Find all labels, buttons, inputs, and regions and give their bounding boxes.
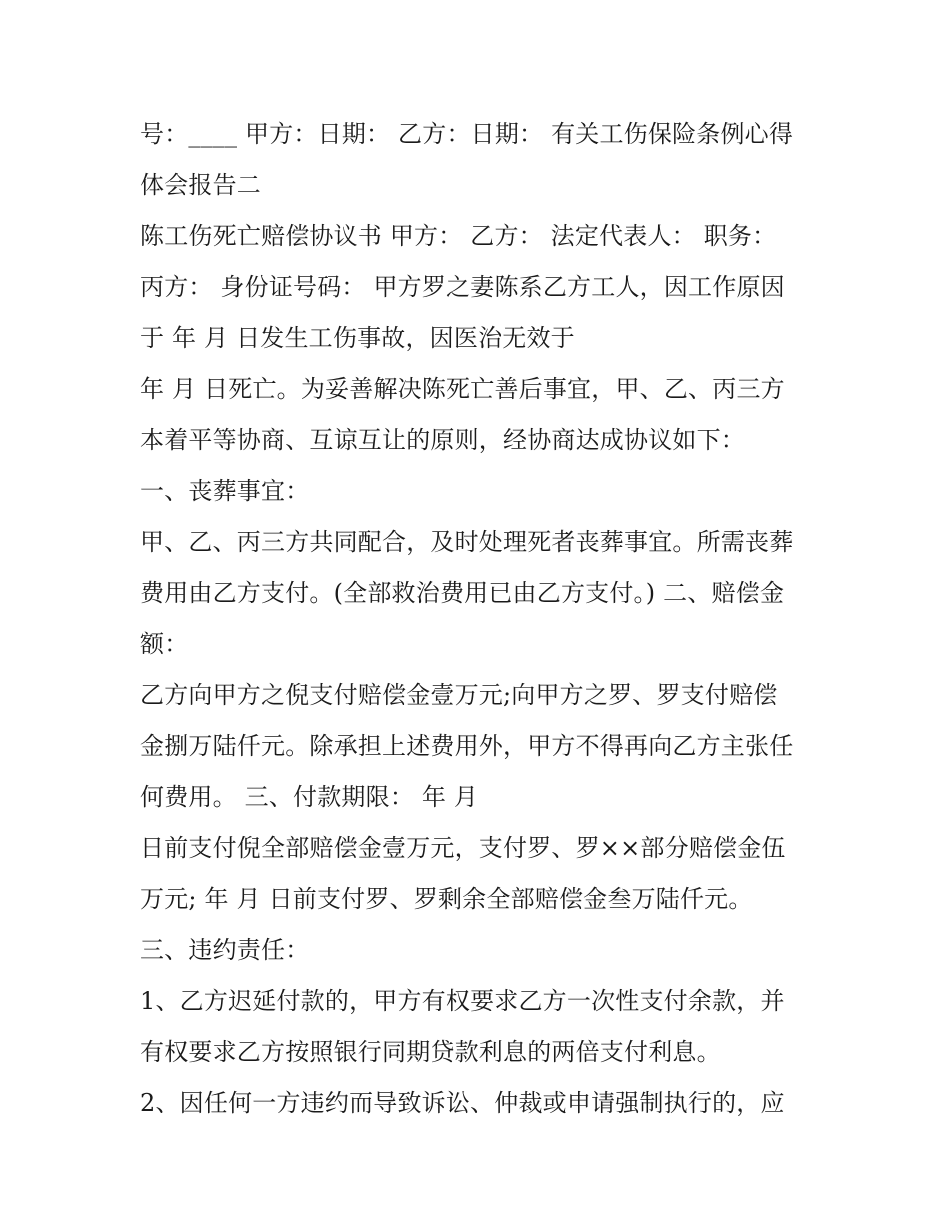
- text-line: 甲、乙、丙三方共同配合，及时处理死者丧葬事宜。所需丧葬: [140, 528, 794, 556]
- text-line: 有权要求乙方按照银行同期贷款利息的两倍支付利息。: [140, 1038, 721, 1066]
- text-line: 于 年 月 日发生工伤事故，因医治无效于: [140, 324, 575, 352]
- text-line: 费用由乙方支付。(全部救治费用已由乙方支付。) 二、赔偿金: [140, 579, 785, 607]
- text-line: 2、因任何一方违约而导致诉讼、仲裁或申请强制执行的，应: [140, 1089, 785, 1117]
- section-heading: 三、违约责任：: [140, 936, 310, 964]
- text-line: 万元; 年 月 日前支付罗、罗剩余全部赔偿金叁万陆仟元。: [140, 885, 753, 913]
- text-line: 何费用。 三、付款期限： 年 月: [140, 783, 479, 811]
- text-line: 丙方： 身份证号码： 甲方罗之妻陈系乙方工人，因工作原因: [140, 273, 785, 301]
- text-line: 金捌万陆仟元。除承担上述费用外，甲方不得再向乙方主张任: [140, 732, 794, 760]
- text-line: 额：: [140, 630, 189, 658]
- document-body: [140, 109, 820, 1129]
- text-line: 体会报告二: [140, 171, 261, 199]
- text-line: 日前支付倪全部赔偿金壹万元，支付罗、罗××部分赔偿金伍: [140, 834, 786, 862]
- text-line: 陈工伤死亡赔偿协议书 甲方： 乙方： 法定代表人： 职务：: [140, 222, 777, 250]
- text-line: 年 月 日死亡。为妥善解决陈死亡善后事宜，甲、乙、丙三方: [140, 375, 785, 403]
- text-line: 乙方向甲方之倪支付赔偿金壹万元;向甲方之罗、罗支付赔偿: [140, 681, 778, 709]
- text-line: 1、乙方迟延付款的，甲方有权要求乙方一次性支付余款，并: [140, 987, 785, 1015]
- section-heading: 一、丧葬事宜：: [140, 477, 310, 505]
- text-line: 本着平等协商、互谅互让的原则，经协商达成协议如下：: [140, 426, 745, 454]
- text-line: 号：____ 甲方：日期： 乙方：日期： 有关工伤保险条例心得: [140, 120, 794, 148]
